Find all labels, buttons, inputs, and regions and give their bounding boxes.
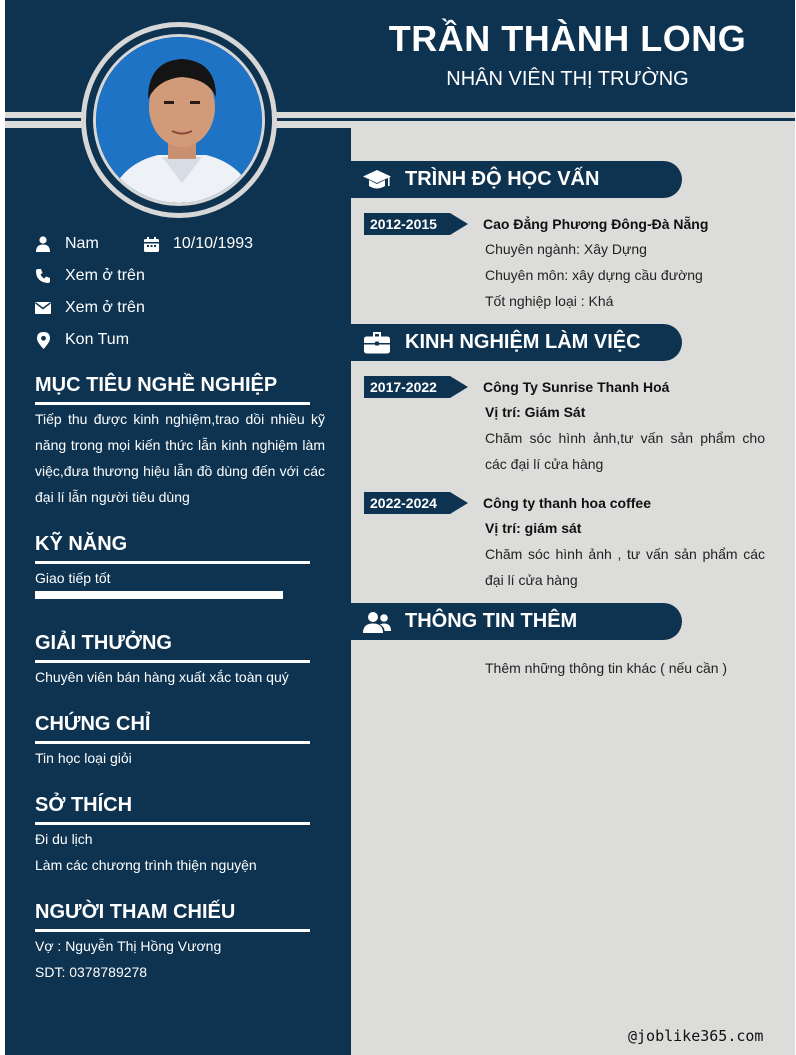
- hobbies-heading: SỞ THÍCH: [35, 794, 310, 825]
- experience-position: Vị trí: Giám Sát: [485, 404, 586, 420]
- birthdate-row: [143, 235, 253, 253]
- hobby-item: Đi du lịch: [35, 831, 93, 847]
- candidate-title: NHÂN VIÊN THỊ TRƯỜNG: [446, 68, 689, 90]
- hobby-item: Làm các chương trình thiện nguyện: [35, 857, 257, 873]
- reference-item: Vợ : Nguyễn Thị Hồng Vương: [35, 938, 222, 954]
- references-heading: NGƯỜI THAM CHIẾU: [35, 901, 310, 932]
- phone-row: [35, 267, 145, 285]
- additional-info-heading-label: THÔNG TIN THÊM: [405, 610, 578, 632]
- candidate-name: TRẦN THÀNH LONG: [388, 18, 747, 59]
- skills-heading: KỸ NĂNG: [35, 533, 310, 564]
- email-row: [35, 299, 145, 317]
- resume-page: [5, 0, 795, 1055]
- gender-row: [35, 235, 99, 253]
- skill-level-bar: [35, 591, 283, 599]
- experience-period: 2017-2022: [364, 376, 450, 398]
- profile-photo-image: [93, 34, 265, 206]
- certificate-item: Tin học loại giỏi: [35, 750, 132, 766]
- skill-name: Giao tiếp tốt: [35, 570, 111, 586]
- email-value: Xem ở trên: [65, 299, 145, 316]
- users-icon: [363, 608, 391, 636]
- experience-description: Chăm sóc hình ảnh , tư vấn sản phẩm các đại lí cửa hàng: [485, 546, 765, 588]
- education-specialty: Chuyên môn: xây dựng cầu đường: [485, 267, 703, 283]
- watermark: @joblike365.com: [628, 1027, 764, 1045]
- education-major: Chuyên ngành: Xây Dựng: [485, 241, 647, 257]
- objective-heading: MỤC TIÊU NGHỀ NGHIỆP: [35, 374, 310, 405]
- award-item: Chuyên viên bán hàng xuất xắc toàn quý: [35, 669, 289, 685]
- experience-heading-label: KINH NGHIỆM LÀM VIỆC: [405, 331, 641, 353]
- certificates-heading: CHỨNG CHỈ: [35, 713, 310, 744]
- experience-company: Công ty thanh hoa coffee: [483, 495, 651, 511]
- phone-icon: [35, 268, 51, 284]
- experience-company: Công Ty Sunrise Thanh Hoá: [483, 379, 670, 395]
- location-icon: [35, 332, 51, 348]
- education-heading: [351, 161, 682, 198]
- education-grade: Tốt nghiệp loại : Khá: [485, 293, 614, 309]
- user-icon: [35, 236, 51, 252]
- email-icon: [35, 300, 51, 316]
- experience-description: Chăm sóc hình ảnh,tư vấn sản phẩm cho các đại lí cửa hàng: [485, 430, 765, 472]
- reference-item: SDT: 0378789278: [35, 964, 148, 980]
- objective-text: Tiếp thu được kinh nghiệm,trao dồi nhiều kỹ năng trong mọi kiến thức lẫn kinh nghiệm làm việc,đưa thương hiệu lẫn đồ dùng đến với các đại lí lẫn người tiêu dùng: [35, 411, 325, 505]
- phone-value: Xem ở trên: [65, 267, 145, 284]
- awards-heading: GIẢI THƯỞNG: [35, 632, 310, 663]
- graduation-cap-icon: [363, 166, 391, 194]
- experience-heading: [351, 324, 682, 361]
- briefcase-icon: [363, 329, 391, 357]
- calendar-icon: [143, 236, 159, 252]
- gender-value: Nam: [65, 235, 99, 252]
- experience-position: Vị trí: giám sát: [485, 520, 582, 536]
- birthdate-value: 10/10/1993: [173, 235, 254, 252]
- address-row: [35, 331, 129, 349]
- education-heading-label: TRÌNH ĐỘ HỌC VẤN: [405, 168, 600, 190]
- education-period: 2012-2015: [364, 213, 450, 235]
- profile-photo: [81, 22, 277, 218]
- education-school: Cao Đẳng Phương Đông-Đà Nẵng: [483, 216, 709, 232]
- address-value: Kon Tum: [65, 331, 130, 348]
- additional-info-text: Thêm những thông tin khác ( nếu cần ): [485, 660, 728, 676]
- experience-period: 2022-2024: [364, 492, 450, 514]
- additional-info-heading: [351, 603, 682, 640]
